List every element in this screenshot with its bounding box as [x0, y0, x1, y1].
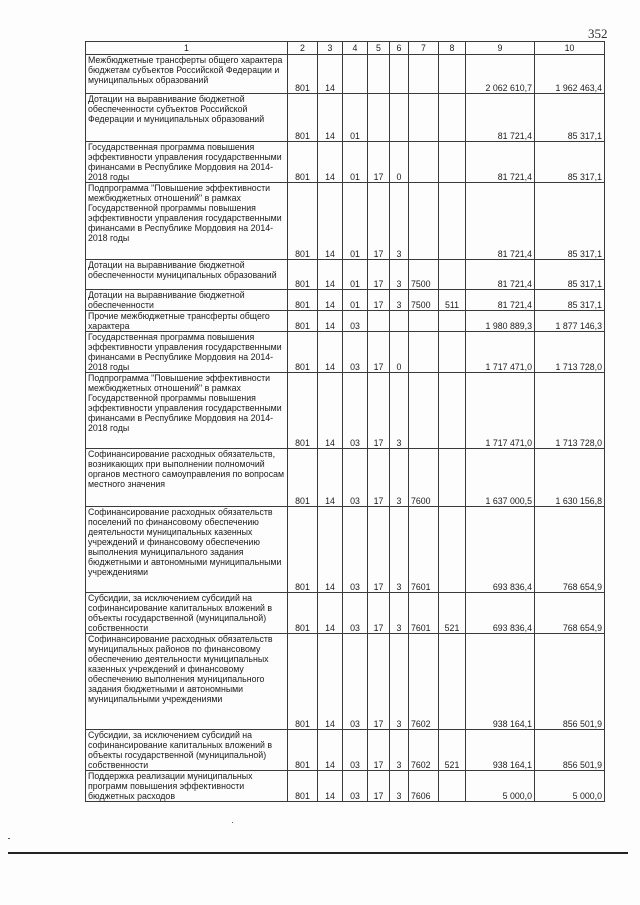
row-value-cell: 14 [318, 55, 343, 94]
row-value-cell: 17 [368, 634, 390, 730]
row-value-cell: 17 [368, 290, 390, 311]
row-value-cell: 01 [343, 260, 368, 290]
row-name-cell: Подпрограмма "Повышение эффективности межбюджетных отношений" в рамках Государственной программы повышения эффективности управления государственными финансами в Республике Мордовия на 2014-2018 годы [86, 373, 288, 449]
row-value-cell: 1 713 728,0 [535, 373, 605, 449]
row-value-cell: 3 [390, 634, 409, 730]
row-value-cell: 17 [368, 332, 390, 373]
row-value-cell: 693 836,4 [466, 507, 535, 593]
row-value-cell: 17 [368, 260, 390, 290]
row-value-cell: 14 [318, 311, 343, 332]
row-value-cell: 801 [288, 730, 318, 771]
row-value-cell: 14 [318, 507, 343, 593]
page-number: 352 [588, 26, 608, 41]
row-value-cell: 7602 [409, 730, 439, 771]
row-value-cell: 801 [288, 332, 318, 373]
row-value-cell: 17 [368, 730, 390, 771]
table-row [86, 260, 605, 290]
row-value-cell: 85 317,1 [535, 260, 605, 290]
row-value-cell [368, 55, 390, 94]
row-value-cell: 03 [343, 507, 368, 593]
row-name-cell: Дотации на выравнивание бюджетной обеспеченности субъектов Российской Федерации и муниципальных образований [86, 94, 288, 142]
row-value-cell [439, 55, 466, 94]
table-row [86, 94, 605, 142]
table-row [86, 332, 605, 373]
row-value-cell [409, 373, 439, 449]
col-header: 6 [390, 42, 409, 55]
row-value-cell: 17 [368, 771, 390, 802]
row-value-cell: 768 654,9 [535, 593, 605, 634]
row-value-cell [409, 142, 439, 183]
row-value-cell: 85 317,1 [535, 94, 605, 142]
row-value-cell [439, 260, 466, 290]
row-value-cell: 81 721,4 [466, 290, 535, 311]
row-value-cell: 01 [343, 94, 368, 142]
row-value-cell [439, 94, 466, 142]
row-value-cell: 801 [288, 593, 318, 634]
row-value-cell: 81 721,4 [466, 142, 535, 183]
row-value-cell: 2 062 610,7 [466, 55, 535, 94]
row-value-cell: 3 [390, 593, 409, 634]
col-header: 4 [343, 42, 368, 55]
row-name-cell: Поддержка реализации муниципальных программ повышения эффективности бюджетных расходов [86, 771, 288, 802]
col-header: 2 [288, 42, 318, 55]
row-value-cell: 521 [439, 730, 466, 771]
row-value-cell: 801 [288, 55, 318, 94]
row-value-cell: 7601 [409, 593, 439, 634]
table-row [86, 290, 605, 311]
row-value-cell [368, 311, 390, 332]
table-row [86, 634, 605, 730]
row-value-cell [390, 94, 409, 142]
row-value-cell: 17 [368, 373, 390, 449]
row-value-cell [368, 94, 390, 142]
row-value-cell [439, 771, 466, 802]
row-name-cell: Софинансирование расходных обязательств муниципальных районов по финансовому обеспечению деятельности муниципальных казенных учреждений и финансовому обеспечению выполнения муниципального задания бюджетными и автономными муниципальными учреждениями [86, 634, 288, 730]
table-row [86, 311, 605, 332]
row-value-cell: 0 [390, 332, 409, 373]
row-name-cell: Софинансирование расходных обязательств поселений по финансовому обеспечению деятельности муниципальных казенных учреждений и финансовому обеспечению выполнения муниципального задания бюджетными и автономными муниципальными учреждениями [86, 507, 288, 593]
row-value-cell: 7606 [409, 771, 439, 802]
row-name-cell: Дотации на выравнивание бюджетной обеспеченности [86, 290, 288, 311]
row-value-cell: 521 [439, 593, 466, 634]
row-value-cell: 801 [288, 634, 318, 730]
row-value-cell: 03 [343, 593, 368, 634]
row-value-cell: 938 164,1 [466, 730, 535, 771]
row-value-cell [439, 142, 466, 183]
row-value-cell: 03 [343, 311, 368, 332]
row-value-cell: 17 [368, 142, 390, 183]
row-value-cell: 1 717 471,0 [466, 373, 535, 449]
row-value-cell: 17 [368, 507, 390, 593]
row-value-cell: 7500 [409, 260, 439, 290]
row-value-cell: 17 [368, 449, 390, 507]
row-value-cell: 3 [390, 290, 409, 311]
row-value-cell: 7600 [409, 449, 439, 507]
scan-speck [232, 822, 233, 823]
row-value-cell: 3 [390, 449, 409, 507]
table-row [86, 183, 605, 260]
row-value-cell [439, 373, 466, 449]
row-value-cell: 7602 [409, 634, 439, 730]
row-value-cell [439, 507, 466, 593]
row-value-cell [439, 449, 466, 507]
row-value-cell: 1 637 000,5 [466, 449, 535, 507]
table-row [86, 373, 605, 449]
row-value-cell: 1 962 463,4 [535, 55, 605, 94]
row-value-cell: 03 [343, 332, 368, 373]
table-row [86, 771, 605, 802]
row-value-cell [439, 183, 466, 260]
row-value-cell: 511 [439, 290, 466, 311]
row-value-cell: 85 317,1 [535, 183, 605, 260]
row-value-cell: 801 [288, 142, 318, 183]
row-value-cell: 81 721,4 [466, 94, 535, 142]
row-value-cell: 3 [390, 260, 409, 290]
row-value-cell: 03 [343, 373, 368, 449]
col-header: 10 [535, 42, 605, 55]
row-value-cell: 01 [343, 290, 368, 311]
row-value-cell [409, 183, 439, 260]
row-value-cell [390, 311, 409, 332]
row-value-cell: 5 000,0 [466, 771, 535, 802]
row-value-cell: 856 501,9 [535, 634, 605, 730]
row-name-cell: Государственная программа повышения эффективности управления государственными финансами в Республике Мордовия на 2014-2018 годы [86, 142, 288, 183]
col-header: 3 [318, 42, 343, 55]
table-row [86, 507, 605, 593]
row-value-cell: 14 [318, 593, 343, 634]
row-value-cell: 14 [318, 634, 343, 730]
row-value-cell: 5 000,0 [535, 771, 605, 802]
row-value-cell: 03 [343, 730, 368, 771]
row-value-cell: 3 [390, 771, 409, 802]
bottom-rule [8, 852, 628, 854]
row-value-cell: 14 [318, 142, 343, 183]
row-value-cell [409, 311, 439, 332]
row-value-cell [390, 55, 409, 94]
row-value-cell: 856 501,9 [535, 730, 605, 771]
row-value-cell: 1 980 889,3 [466, 311, 535, 332]
row-name-cell: Межбюджетные трансферты общего характера бюджетам субъектов Российской Федерации и муниципальных образований [86, 55, 288, 94]
col-header: 1 [86, 42, 288, 55]
row-value-cell: 938 164,1 [466, 634, 535, 730]
row-name-cell: Софинансирование расходных обязательств, возникающих при выполнении полномочий органов местного самоуправления по вопросам местного значения [86, 449, 288, 507]
row-name-cell: Государственная программа повышения эффективности управления государственными финансами в Республике Мордовия на 2014-2018 годы [86, 332, 288, 373]
row-value-cell: 14 [318, 260, 343, 290]
row-value-cell: 14 [318, 771, 343, 802]
row-value-cell: 14 [318, 332, 343, 373]
table-row [86, 730, 605, 771]
row-value-cell [439, 634, 466, 730]
row-value-cell: 81 721,4 [466, 183, 535, 260]
row-value-cell: 01 [343, 142, 368, 183]
row-value-cell: 801 [288, 183, 318, 260]
row-value-cell [439, 332, 466, 373]
row-value-cell: 3 [390, 507, 409, 593]
row-value-cell: 17 [368, 183, 390, 260]
row-value-cell: 1 713 728,0 [535, 332, 605, 373]
scan-speck [8, 838, 10, 839]
row-value-cell: 03 [343, 771, 368, 802]
row-value-cell: 801 [288, 290, 318, 311]
row-value-cell [409, 94, 439, 142]
row-value-cell: 7500 [409, 290, 439, 311]
row-value-cell: 1 717 471,0 [466, 332, 535, 373]
row-value-cell [409, 55, 439, 94]
row-value-cell: 14 [318, 290, 343, 311]
row-value-cell: 801 [288, 449, 318, 507]
row-value-cell: 801 [288, 94, 318, 142]
row-value-cell: 801 [288, 507, 318, 593]
row-value-cell: 85 317,1 [535, 142, 605, 183]
row-value-cell: 1 877 146,3 [535, 311, 605, 332]
row-value-cell: 801 [288, 771, 318, 802]
header-row [86, 42, 605, 55]
row-value-cell: 17 [368, 593, 390, 634]
row-value-cell: 14 [318, 730, 343, 771]
row-value-cell: 85 317,1 [535, 290, 605, 311]
row-value-cell: 81 721,4 [466, 260, 535, 290]
row-value-cell: 3 [390, 373, 409, 449]
row-value-cell: 801 [288, 311, 318, 332]
row-value-cell: 801 [288, 260, 318, 290]
row-name-cell: Субсидии, за исключением субсидий на софинансирование капитальных вложений в объекты государственной (муниципальной) собственности [86, 593, 288, 634]
row-value-cell: 3 [390, 730, 409, 771]
table-row [86, 55, 605, 94]
row-name-cell: Дотации на выравнивание бюджетной обеспеченности муниципальных образований [86, 260, 288, 290]
budget-table [85, 41, 605, 802]
row-name-cell: Субсидии, за исключением субсидий на софинансирование капитальных вложений в объекты государственной (муниципальной) собственности [86, 730, 288, 771]
col-header: 7 [409, 42, 439, 55]
col-header: 5 [368, 42, 390, 55]
table-row [86, 593, 605, 634]
row-value-cell [343, 55, 368, 94]
row-value-cell: 14 [318, 94, 343, 142]
row-value-cell: 693 836,4 [466, 593, 535, 634]
row-value-cell: 801 [288, 373, 318, 449]
row-name-cell: Подпрограмма "Повышение эффективности межбюджетных отношений" в рамках Государственной программы повышения эффективности управления государственными финансами в Республике Мордовия на 2014-2018 годы [86, 183, 288, 260]
col-header: 9 [466, 42, 535, 55]
row-value-cell: 0 [390, 142, 409, 183]
row-value-cell: 1 630 156,8 [535, 449, 605, 507]
row-value-cell: 14 [318, 449, 343, 507]
row-name-cell: Прочие межбюджетные трансферты общего характера [86, 311, 288, 332]
row-value-cell: 768 654,9 [535, 507, 605, 593]
row-value-cell: 14 [318, 183, 343, 260]
table-row [86, 142, 605, 183]
col-header: 8 [439, 42, 466, 55]
row-value-cell [409, 332, 439, 373]
row-value-cell: 03 [343, 449, 368, 507]
row-value-cell: 3 [390, 183, 409, 260]
table-row [86, 449, 605, 507]
row-value-cell: 14 [318, 373, 343, 449]
row-value-cell: 03 [343, 634, 368, 730]
row-value-cell: 01 [343, 183, 368, 260]
row-value-cell [439, 311, 466, 332]
row-value-cell: 7601 [409, 507, 439, 593]
